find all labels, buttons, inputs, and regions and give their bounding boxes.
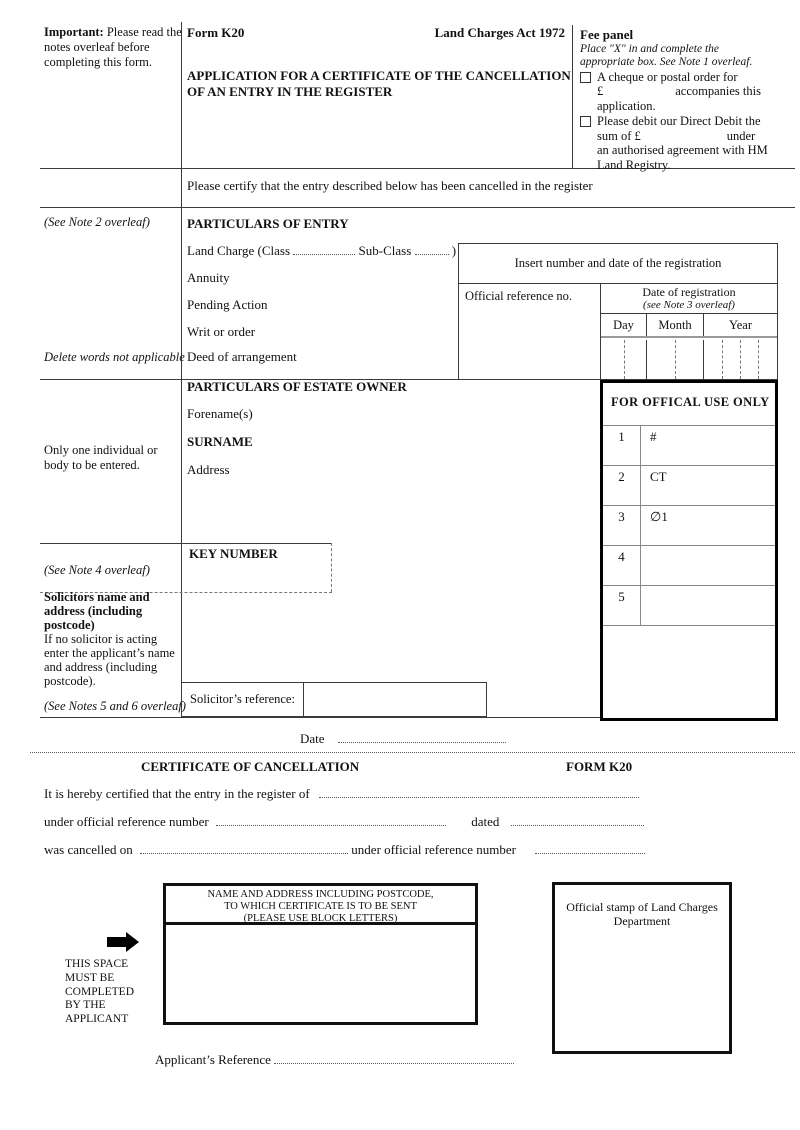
- certificate-address-box: [163, 883, 478, 1025]
- solicitors-note: Solicitors name and address (including postcode) If no solicitor is acting enter the applicant’s name and address (including postcode).: [44, 590, 175, 688]
- cancelled-on-field[interactable]: [140, 842, 348, 854]
- register-of-field[interactable]: [319, 786, 639, 798]
- this-space-note: THIS SPACE MUST BE COMPLETED BY THE APPLICANT: [65, 958, 134, 1026]
- land-charge-line: Land Charge (Class Sub-Class ): [187, 243, 457, 258]
- fee-panel: [572, 25, 795, 172]
- act-title: Land Charges Act 1972: [434, 25, 565, 40]
- forename-label: Forename(s): [187, 406, 253, 421]
- certificate-separator-rule: [30, 752, 795, 753]
- page-title-line2: OF AN ENTRY IN THE REGISTER: [187, 84, 393, 99]
- class-field[interactable]: [293, 243, 355, 255]
- official-use-row: [603, 585, 775, 625]
- sub-class-field[interactable]: [415, 243, 449, 255]
- year-cell-divider-1: [722, 340, 723, 379]
- cheque-checkbox[interactable]: [580, 72, 591, 83]
- key-number-heading: KEY NUMBER: [189, 546, 278, 561]
- date-of-registration-header: Date of registration (see Note 3 overleaf): [601, 284, 777, 314]
- day-input-cell[interactable]: [601, 340, 647, 379]
- official-use-row-number: 5: [603, 586, 641, 625]
- direct-debit-option-text: Please debit our Direct Debit the sum of £ under an authorised agreement with HM Land Registry.: [597, 114, 768, 172]
- date-field[interactable]: [338, 731, 506, 743]
- year-cell-divider-2: [740, 340, 741, 379]
- official-use-row: [603, 505, 775, 545]
- entry-item-annuity: Annuity: [187, 270, 230, 285]
- official-use-row-number: 2: [603, 466, 641, 505]
- see-note4: (See Note 4 overleaf): [44, 563, 150, 577]
- date-input-row: [601, 340, 777, 379]
- form-number: Form K20: [187, 25, 245, 40]
- official-use-row-value: [641, 546, 775, 585]
- day-column-header: Day: [601, 314, 647, 336]
- year-column-header: Year: [728, 317, 753, 332]
- official-stamp-box: [552, 882, 732, 1054]
- registration-table-header: Insert number and date of the registration: [459, 244, 777, 284]
- official-reference-cell[interactable]: [459, 284, 601, 379]
- applicant-reference-label: Applicant’s Reference: [155, 1052, 271, 1067]
- fee-option-direct-debit: [580, 114, 793, 172]
- particulars-entry-heading: PARTICULARS OF ENTRY: [187, 216, 349, 231]
- official-stamp-text-line2: Department: [613, 914, 671, 928]
- date-columns-header: [601, 314, 777, 338]
- entry-item-writ-or-order: Writ or order: [187, 324, 256, 339]
- year-cell-divider-3: [758, 340, 759, 379]
- month-column-header: Month: [647, 314, 704, 336]
- certificate-address-box-header: NAME AND ADDRESS INCLUDING POSTCODE, TO WHICH CERTIFICATE IS TO BE SENT (PLEASE USE BLOCK LETTERS): [166, 886, 475, 925]
- official-use-row: [603, 545, 775, 585]
- certify-row-rule: [40, 207, 795, 208]
- header-row: [187, 25, 565, 41]
- direct-debit-checkbox[interactable]: [580, 116, 591, 127]
- certificate-line2: under official reference number dated: [44, 814, 795, 830]
- fee-panel-instruction: Place "X" in and complete the appropriate box. See Note 1 overleaf.: [580, 42, 753, 68]
- official-use-row: [603, 425, 775, 465]
- certificate-line1: It is hereby certified that the entry in the register of: [44, 786, 795, 802]
- official-use-box: [600, 380, 778, 721]
- month-input-cell[interactable]: [647, 340, 704, 379]
- certificate-line3: was cancelled on under official reference number: [44, 842, 795, 858]
- applicant-arrow-icon: [107, 937, 126, 947]
- date-row: [300, 731, 506, 747]
- solicitor-reference-row: [181, 682, 487, 717]
- reference-number-field[interactable]: [216, 814, 446, 826]
- month-cell-divider: [675, 340, 676, 379]
- certificate-title: CERTIFICATE OF CANCELLATION: [141, 759, 360, 774]
- key-number-box[interactable]: [181, 543, 332, 592]
- fee-panel-title: Fee panel: [580, 27, 634, 42]
- solicitor-section-rule: [40, 717, 600, 718]
- delete-words-note: Delete words not applicable: [44, 350, 185, 364]
- official-use-row-value: [641, 586, 775, 625]
- official-use-row-number: 3: [603, 506, 641, 545]
- dated-field[interactable]: [511, 814, 644, 826]
- official-use-row-value: CT: [650, 469, 667, 484]
- estate-owner-heading: PARTICULARS OF ESTATE OWNER: [187, 379, 407, 394]
- solicitor-reference-input[interactable]: [304, 683, 486, 716]
- year-input-cell[interactable]: [704, 340, 777, 379]
- day-cell-divider: [624, 340, 625, 379]
- official-use-row-number: 4: [603, 546, 641, 585]
- fee-option-cheque: [580, 70, 793, 114]
- page-title: [187, 68, 572, 100]
- official-stamp-text-line1: Official stamp of Land Charges: [566, 900, 718, 914]
- solicitor-reference-label: Solicitor’s reference:: [182, 683, 304, 716]
- official-use-row-value: #: [650, 429, 657, 444]
- official-use-row-number: 1: [603, 426, 641, 465]
- certify-statement: Please certify that the entry described below has been cancelled in the register: [187, 178, 593, 193]
- date-label: Date: [300, 731, 325, 746]
- applicant-reference-field[interactable]: [274, 1052, 514, 1064]
- official-use-row: [603, 465, 775, 505]
- applicant-arrow-icon-head: [126, 932, 139, 952]
- official-use-heading: FOR OFFICAL USE ONLY: [611, 395, 770, 409]
- certificate-address-input-area[interactable]: [166, 925, 475, 1022]
- registration-table: [458, 243, 778, 380]
- only-one-note: Only one individual or body to be entered.: [44, 443, 158, 472]
- official-use-rows: [603, 425, 775, 626]
- important-note: [44, 25, 182, 70]
- applicant-reference-row: [155, 1052, 514, 1068]
- entry-item-pending-action: Pending Action: [187, 297, 268, 312]
- official-reference-label: Official reference no.: [465, 289, 572, 303]
- reference-number-field-2[interactable]: [535, 842, 645, 854]
- address-label: Address: [187, 462, 230, 477]
- official-use-row-value: ∅1: [650, 509, 668, 524]
- cheque-option-text: A cheque or postal order for £ accompanies this application.: [597, 69, 761, 113]
- important-label: Important:: [44, 25, 104, 39]
- surname-label: SURNAME: [187, 434, 253, 449]
- important-text: Please read the notes overleaf before completing this form.: [44, 25, 182, 69]
- entry-item-deed: Deed of arrangement: [187, 349, 297, 364]
- certificate-form-label: FORM K20: [566, 759, 633, 774]
- see-note2: (See Note 2 overleaf): [44, 215, 150, 229]
- page-title-line1: APPLICATION FOR A CERTIFICATE OF THE CANCELLATION: [187, 68, 571, 83]
- see-notes-5-6: (See Notes 5 and 6 overleaf): [44, 699, 186, 713]
